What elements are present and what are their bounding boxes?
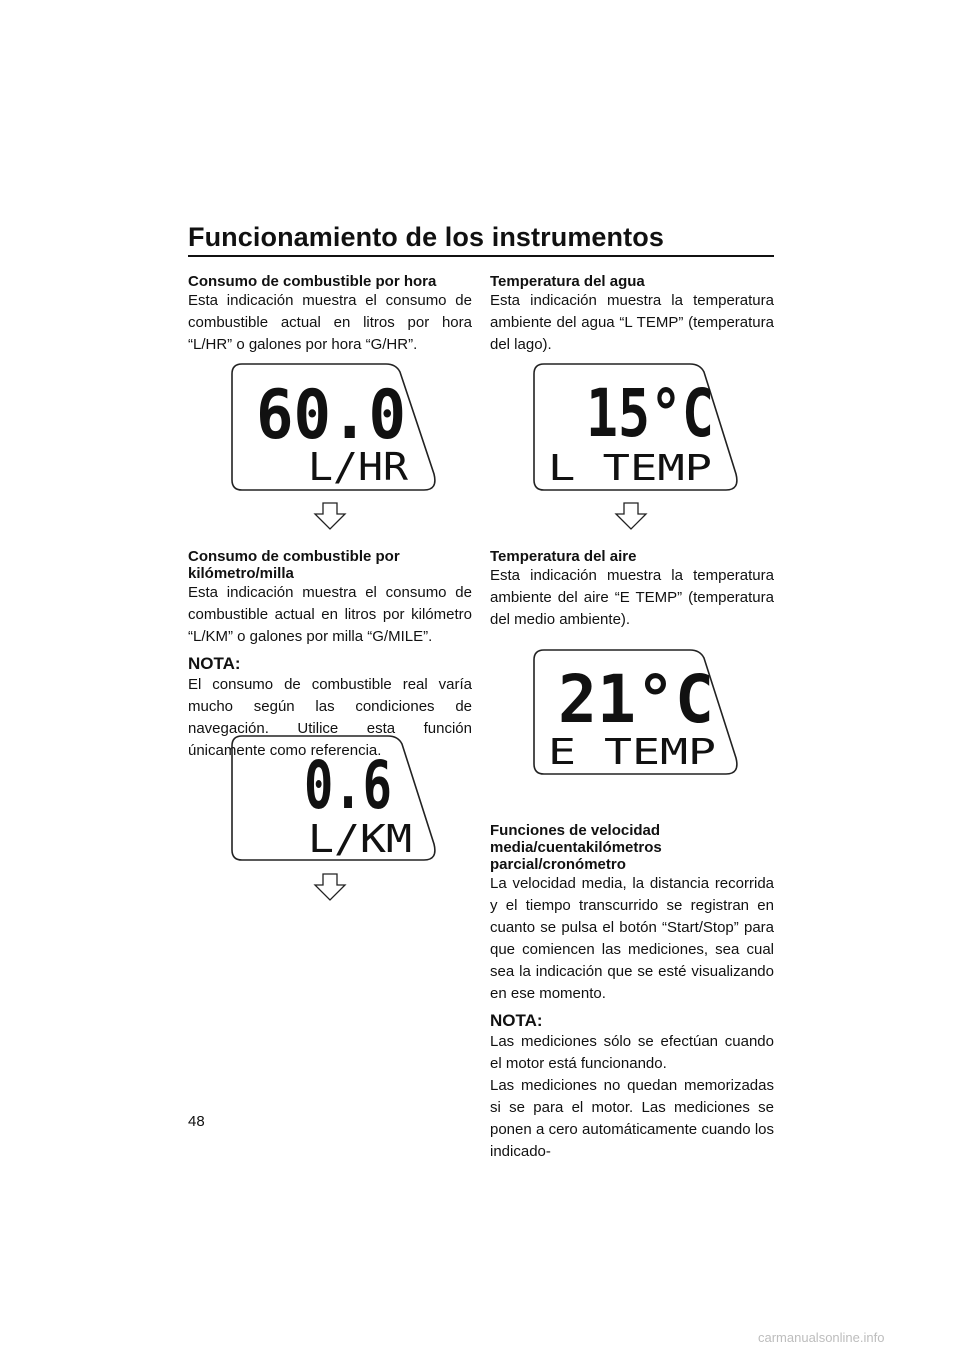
lcd-unit: E TEMP [548, 732, 716, 773]
lcd-unit: L TEMP [548, 448, 712, 489]
section-body: Esta indicación muestra la temperatura ambiente del agua “L TEMP” (temperatura del lago). [490, 292, 774, 353]
note-heading: NOTA: [188, 654, 241, 673]
section-heading: Consumo de combustible por hora [188, 273, 437, 290]
down-arrow-icon [614, 502, 648, 530]
section-fuel-per-km [188, 548, 472, 762]
down-arrow-icon [313, 502, 347, 530]
note-body: Las mediciones no quedan memorizadas si se para el motor. Las mediciones se ponen a cero automáticamente cuando los indicado- [490, 1077, 774, 1160]
section-body: Esta indicación muestra la temperatura ambiente del aire “E TEMP” (temperatura del medio ambiente). [490, 567, 774, 628]
section-heading: Funciones de velocidad media/cuentakilómetros parcial/cronómetro [490, 822, 662, 873]
section-fuel-per-hour [188, 273, 472, 356]
lcd-display-water-temp [530, 362, 742, 494]
section-heading: Temperatura del aire [490, 548, 637, 565]
title-rule [188, 255, 774, 257]
lcd-display-fuel-hour [228, 362, 440, 494]
section-body: Esta indicación muestra el consumo de combustible actual en litros por kilómetro “L/KM” o galones por milla “G/MILE”. [188, 584, 472, 645]
note-body: El consumo de combustible real varía mucho según las condiciones de navegación. Utilice esta función únicamente como referencia. [188, 676, 472, 759]
section-air-temp [490, 548, 774, 631]
section-body: La velocidad media, la distancia recorrida y el tiempo transcurrido se registran en cuanto se pulsa el botón “Start/Stop” para que comiencen las mediciones, sea cual sea la indicación que se esté visualizando en ese momento. [490, 875, 774, 1002]
section-heading: Temperatura del agua [490, 273, 645, 290]
section-body: Esta indicación muestra el consumo de combustible actual en litros por hora “L/HR” o galones por hora “G/HR”. [188, 292, 472, 353]
lcd-value: 15°C [586, 375, 714, 452]
lcd-display-air-temp [530, 648, 742, 778]
lcd-value: 60.0 [256, 376, 406, 455]
page-number: 48 [188, 1113, 205, 1130]
lcd-unit: L/HR [308, 445, 409, 489]
watermark: carmanualsonline.info [758, 1330, 885, 1345]
lcd-unit: L/KM [308, 817, 412, 861]
section-heading: Consumo de combustible por kilómetro/milla [188, 548, 400, 582]
down-arrow-icon [313, 873, 347, 901]
page-title: Funcionamiento de los instrumentos [188, 222, 664, 252]
note-heading: NOTA: [490, 1011, 543, 1030]
note-body: Las mediciones sólo se efectúan cuando el motor está funcionando. [490, 1033, 774, 1072]
lcd-display-fuel-km [228, 734, 440, 864]
section-water-temp [490, 273, 774, 356]
section-trip-functions [490, 822, 774, 1163]
lcd-value: 0.6 [304, 747, 392, 824]
lcd-value: 21°C [558, 661, 714, 738]
